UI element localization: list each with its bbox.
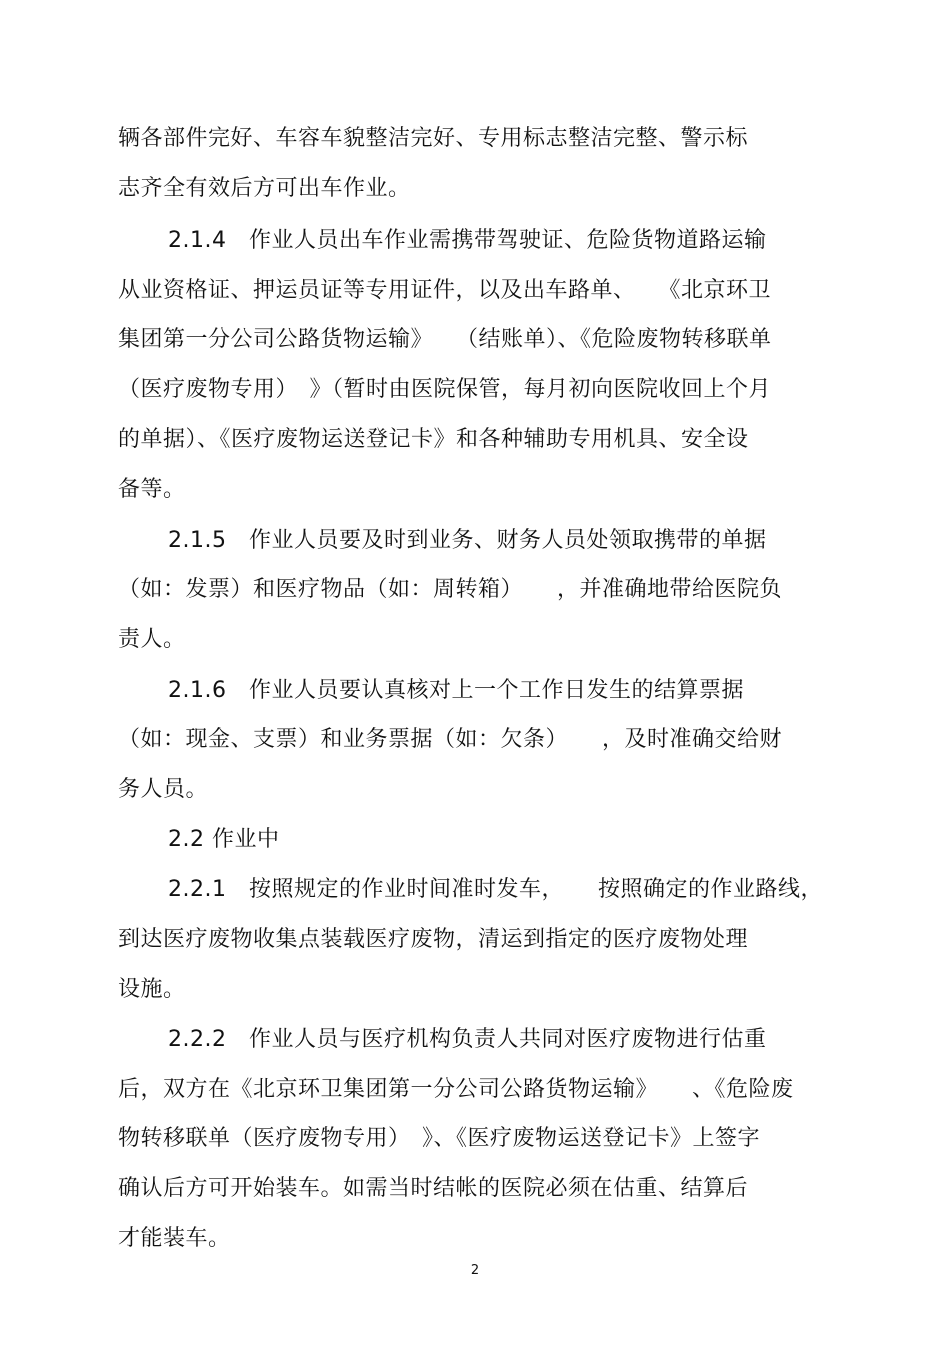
text-line: 的单据）、《医疗废物运送登记卡》和各种辅助专用机具、安全设 xyxy=(118,427,749,452)
text-line: 辆各部件完好、车容车貌整洁完好、专用标志整洁完整、警示标 xyxy=(118,126,749,151)
text-line: （医疗废物专用） 》（暂时由医院保管，每月初向医院收回上个月 xyxy=(118,377,772,402)
page-number: 2 xyxy=(470,1263,480,1278)
text-line: 设施。 xyxy=(118,977,186,1002)
text-line: 务人员。 xyxy=(118,777,209,802)
text-line: 到达医疗废物收集点装载医疗废物，清运到指定的医疗废物处理 xyxy=(118,927,749,952)
text-line: 物转移联单（医疗废物专用） 》、《医疗废物运送登记卡》上签字 xyxy=(118,1126,761,1151)
text-line: （如：发票）和医疗物品（如：周转箱） ，并准确地带给医院负 xyxy=(118,577,783,602)
text-line: 后，双方在《北京环卫集团第一分公司公路货物运输》 、《危险废 xyxy=(118,1077,794,1102)
section-2-1-6-line: 2.1.6 作业人员要认真核对上一个工作日发生的结算票据 xyxy=(168,678,744,703)
section-2-2-2-line: 2.2.2 作业人员与医疗机构负责人共同对医疗废物进行估重 xyxy=(168,1027,767,1052)
section-2-2-heading: 2.2 作业中 xyxy=(168,827,280,852)
text-line: 志齐全有效后方可出车作业。 xyxy=(118,176,411,201)
section-2-1-5-line: 2.1.5 作业人员要及时到业务、财务人员处领取携带的单据 xyxy=(168,528,767,553)
text-line: 责人。 xyxy=(118,627,186,652)
section-2-1-4-line: 2.1.4 作业人员出车作业需携带驾驶证、危险货物道路运输 xyxy=(168,228,767,253)
text-line: 从业资格证、押运员证等专用证件，以及出车路单、 《北京环卫 xyxy=(118,278,772,303)
text-line: 集团第一分公司公路货物运输》 （结账单）、《危险废物转移联单 xyxy=(118,327,772,352)
text-line: 才能装车。 xyxy=(118,1226,231,1251)
text-line: 确认后方可开始装车。如需当时结帐的医院必须在估重、结算后 xyxy=(118,1176,749,1201)
text-line: 备等。 xyxy=(118,477,186,502)
text-line: （如：现金、支票）和业务票据（如：欠条） ，及时准确交给财 xyxy=(118,727,783,752)
section-2-2-1-line: 2.2.1 按照规定的作业时间准时发车， 按照确定的作业路线， xyxy=(168,877,823,902)
